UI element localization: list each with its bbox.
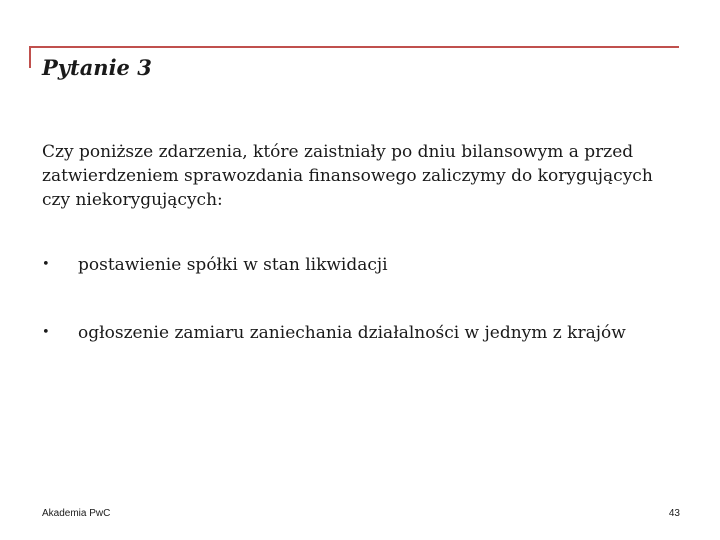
title-accent-tick <box>29 46 31 68</box>
bullet-item <box>42 252 682 278</box>
title-divider-line <box>29 46 679 48</box>
question-text: Czy poniższe zdarzenia, które zaistniały po dniu bilansowym a przed zatwierdzeniem sprawozdania finansowego zaliczymy do korygujących czy niekorygujących: <box>42 142 653 210</box>
bullet-marker: • <box>42 257 50 272</box>
footer-source: Akademia PwC <box>42 508 111 519</box>
slide-title: Pytanie 3 <box>42 55 152 80</box>
bullet-item <box>42 320 682 346</box>
bullet-marker: • <box>42 325 50 340</box>
bullet-text: ogłoszenie zamiaru zaniechania działalności w jednym z krajów <box>78 323 626 343</box>
page-number: 43 <box>668 508 680 519</box>
bullet-list <box>42 252 682 388</box>
bullet-text: postawienie spółki w stan likwidacji <box>78 255 388 275</box>
